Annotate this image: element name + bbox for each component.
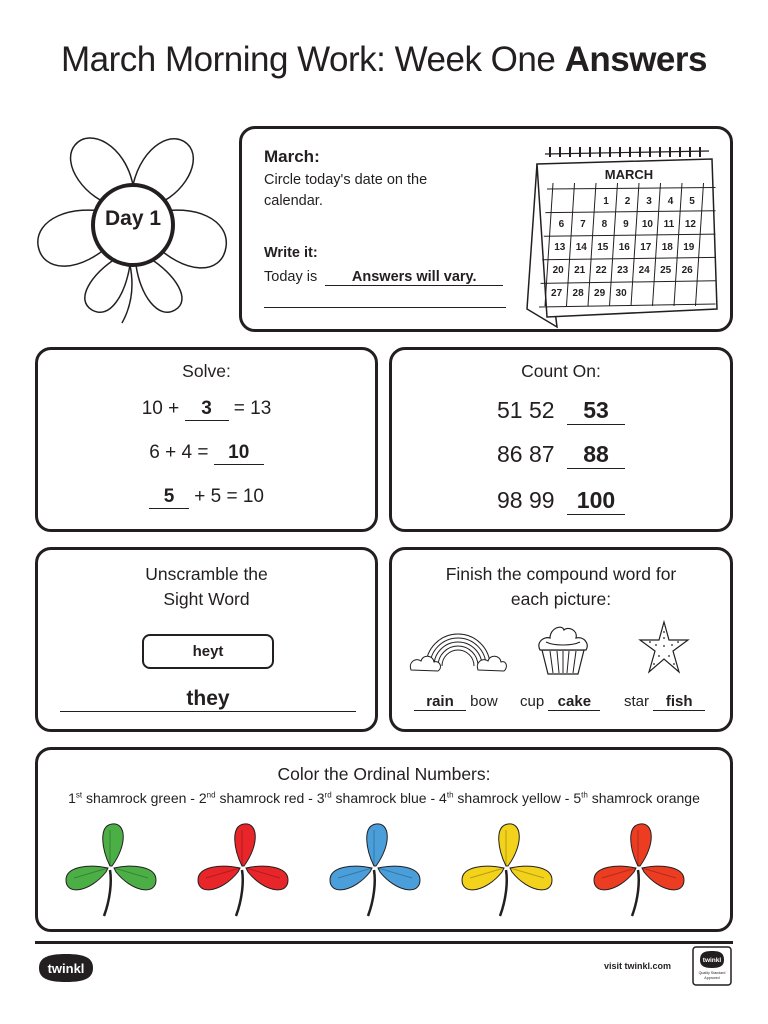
- count-number: 87: [529, 441, 555, 467]
- calendar-day[interactable]: 23: [617, 265, 629, 276]
- calendar-day[interactable]: 5: [689, 196, 695, 207]
- calendar-day[interactable]: 11: [663, 219, 675, 230]
- today-prefix: Today is: [264, 269, 318, 285]
- eq3-answer[interactable]: 5: [149, 486, 189, 509]
- count-row: [392, 487, 730, 515]
- count-answer[interactable]: 53: [567, 397, 625, 425]
- count-answer[interactable]: 88: [567, 441, 625, 469]
- calendar-day[interactable]: 12: [684, 219, 696, 230]
- calendar-icon: [517, 139, 737, 329]
- calendar-ring: [599, 147, 601, 157]
- solve-equation-1: [38, 398, 375, 421]
- write-line[interactable]: [264, 307, 506, 308]
- title-main: March Morning Work: Week One: [61, 40, 556, 79]
- march-section: [239, 126, 733, 332]
- ordinal-instructions: 1st shamrock green - 2nd shamrock red - 3rd shamrock blue - 4th shamrock yellow - 5th shamrock orange: [68, 790, 700, 806]
- unscramble-section: [35, 547, 378, 732]
- calendar-ring: [699, 147, 701, 157]
- compound-answer[interactable]: rain: [414, 693, 466, 711]
- compound-answer[interactable]: fish: [653, 693, 705, 711]
- ordinal-instruction-item: 2nd shamrock red: [198, 790, 305, 806]
- eq1-left: 10 +: [141, 398, 180, 419]
- ordinal-suffix: rd: [324, 790, 332, 800]
- compound-word-starfish: [624, 693, 705, 711]
- today-answer[interactable]: Answers will vary.: [325, 269, 503, 286]
- shamrock-blue-icon[interactable]: [324, 820, 424, 920]
- calendar-month: MARCH: [604, 167, 654, 182]
- scrambled-word-box: heyt: [142, 634, 274, 669]
- calendar-ring: [549, 147, 551, 157]
- unscramble-heading: [38, 562, 375, 612]
- calendar-day[interactable]: 6: [558, 219, 565, 230]
- cupcake-icon: [534, 620, 592, 678]
- calendar-ring: [619, 147, 621, 157]
- eq2-answer[interactable]: 10: [214, 442, 264, 465]
- calendar-day[interactable]: 1: [603, 196, 609, 207]
- solve-heading: Solve:: [182, 361, 231, 381]
- shamrock-green-icon[interactable]: [60, 820, 160, 920]
- calendar-day[interactable]: 25: [660, 265, 672, 276]
- calendar-day[interactable]: 27: [551, 288, 563, 299]
- compound-heading: [392, 562, 730, 612]
- calendar-ring: [589, 147, 591, 157]
- ordinal-instruction-item: 5th shamrock orange: [573, 790, 700, 806]
- count-row: [392, 397, 730, 425]
- badge-text-1: Quality Standard: [698, 971, 726, 975]
- calendar-ring: [579, 147, 581, 157]
- compound-prefix: star: [624, 693, 650, 710]
- visit-link[interactable]: visit twinkl.com: [604, 961, 672, 971]
- compound-word-rainbow: [414, 693, 498, 711]
- calendar-ring: [609, 147, 611, 157]
- badge-text-2: Approved: [704, 976, 720, 980]
- calendar-ring: [689, 147, 691, 157]
- calendar-day[interactable]: 28: [572, 288, 584, 299]
- calendar-ring: [559, 147, 561, 157]
- solve-section: [35, 347, 378, 532]
- write-it-heading: Write it:: [264, 245, 318, 261]
- calendar-ring: [649, 147, 651, 157]
- calendar-ring: [679, 147, 681, 157]
- calendar-day[interactable]: 29: [594, 288, 606, 299]
- count-number: 98: [497, 487, 523, 513]
- today-line: [264, 269, 503, 286]
- count-heading: Count On:: [521, 361, 601, 381]
- footer-divider: [35, 941, 733, 944]
- starfish-icon: [638, 620, 690, 676]
- ordinal-suffix: st: [75, 790, 83, 800]
- compound-suffix: bow: [470, 693, 498, 710]
- calendar-day[interactable]: 3: [646, 196, 652, 207]
- solve-equation-3: [38, 486, 375, 509]
- calendar-day[interactable]: 8: [601, 219, 608, 230]
- eq1-right: = 13: [233, 398, 272, 419]
- eq2-left: 6 + 4 =: [149, 442, 209, 463]
- calendar-day[interactable]: 4: [667, 196, 674, 207]
- day-label: Day 1: [104, 207, 162, 230]
- ordinal-instruction-item: 1st shamrock green: [68, 790, 187, 806]
- shamrock-orange-icon[interactable]: [588, 820, 688, 920]
- compound-word-cupcake: [520, 693, 600, 711]
- compound-answer[interactable]: cake: [548, 693, 600, 711]
- eq3-right: + 5 = 10: [194, 486, 264, 507]
- count-on-section: [389, 347, 733, 532]
- eq1-answer[interactable]: 3: [185, 398, 229, 421]
- calendar-day[interactable]: 20: [552, 265, 564, 276]
- calendar-ring: [639, 147, 641, 157]
- march-instruction: Circle today's date on the calendar.: [264, 172, 428, 209]
- calendar-day[interactable]: 26: [681, 265, 693, 276]
- calendar-day[interactable]: 30: [615, 288, 627, 299]
- unscramble-answer[interactable]: they: [60, 687, 356, 712]
- twinkl-logo[interactable]: [35, 952, 97, 984]
- compound-word-section: [389, 547, 733, 732]
- compound-heading-line1: Finish the compound word for: [445, 564, 677, 584]
- rainbow-icon: [408, 624, 508, 676]
- calendar-day[interactable]: 9: [623, 219, 629, 230]
- calendar-ring: [629, 147, 631, 157]
- march-heading: March:: [264, 147, 320, 166]
- count-number: 99: [529, 487, 555, 513]
- calendar-day[interactable]: 10: [641, 219, 653, 230]
- shamrock-yellow-icon[interactable]: [456, 820, 556, 920]
- count-number: 86: [497, 441, 523, 467]
- ordinal-instruction-item: 4th shamrock yellow: [439, 790, 561, 806]
- calendar-day[interactable]: 21: [574, 265, 586, 276]
- calendar-day[interactable]: 2: [624, 196, 631, 207]
- page-title: [0, 40, 768, 80]
- ordinal-heading: Color the Ordinal Numbers:: [277, 764, 491, 784]
- calendar-day[interactable]: 22: [595, 265, 607, 276]
- count-row: [392, 441, 730, 469]
- solve-equation-2: [38, 442, 375, 465]
- unscramble-heading-line1: Unscramble the: [145, 564, 268, 584]
- count-number: 52: [529, 397, 555, 423]
- compound-prefix: cup: [520, 693, 545, 710]
- calendar-day[interactable]: 7: [580, 219, 586, 230]
- calendar-day[interactable]: 18: [661, 242, 673, 253]
- ordinal-suffix: th: [581, 790, 588, 800]
- calendar-day[interactable]: 19: [683, 242, 695, 253]
- calendar-day[interactable]: 14: [575, 242, 587, 253]
- title-bold: Answers: [564, 40, 707, 79]
- count-answer[interactable]: 100: [567, 487, 625, 515]
- calendar-day[interactable]: 13: [554, 242, 566, 253]
- badge-logo-text: twinkl: [702, 957, 722, 964]
- calendar-day[interactable]: 16: [618, 242, 630, 253]
- calendar-ring: [569, 147, 571, 157]
- ordinal-instruction-item: 3rd shamrock blue: [316, 790, 427, 806]
- ordinal-suffix: th: [446, 790, 454, 800]
- compound-heading-line2: each picture:: [510, 589, 612, 609]
- calendar-ring: [669, 147, 671, 157]
- calendar-day[interactable]: 15: [597, 242, 609, 253]
- twinkl-logo-text: twinkl: [47, 961, 85, 976]
- calendar-day[interactable]: 24: [638, 265, 650, 276]
- count-number: 51: [497, 397, 523, 423]
- unscramble-heading-line2: Sight Word: [163, 589, 250, 609]
- ordinal-suffix: nd: [206, 790, 216, 800]
- calendar-ring: [659, 147, 661, 157]
- quality-badge-icon: [692, 946, 732, 986]
- calendar-day[interactable]: 17: [640, 242, 652, 253]
- shamrock-red-icon[interactable]: [192, 820, 292, 920]
